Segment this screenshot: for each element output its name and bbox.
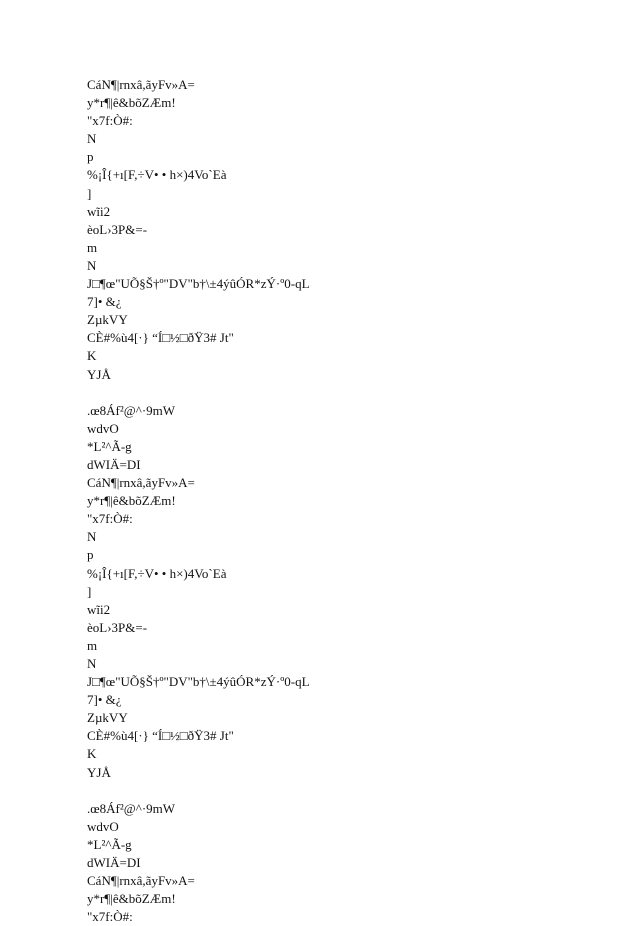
text-line: .œ8Áf²@^·9mW: [87, 402, 176, 418]
text-line: ]: [87, 583, 92, 599]
text-line: p: [87, 149, 94, 165]
text-line: m: [87, 637, 98, 653]
text-line: J□¶œ"UÕ§Š†º"DV"b†\±4ýûÓR*zÝ·º0-qL: [87, 276, 310, 292]
text-line: CáN¶|rnxâ,ãyFv»A=: [87, 475, 195, 491]
text-line: N: [87, 656, 97, 671]
blank-line: [87, 384, 557, 402]
text-line: wĩi2: [87, 203, 111, 219]
text-line: ZµkVY: [87, 710, 128, 726]
text-line: m: [87, 239, 98, 255]
text-line: %¡Î{+ı[F,÷V• • h×)4Vo`Eà: [87, 167, 227, 183]
text-line: N: [87, 529, 97, 545]
text-line: dWIÄ=DI: [87, 456, 141, 472]
text-line: J□¶œ"UÕ§Š†º"DV"b†\±4ýûÓR*zÝ·º0-qL: [87, 674, 310, 690]
text-line: p: [87, 547, 94, 563]
text-line: y*r¶|ê&bõZÆm!: [87, 891, 176, 907]
text-line: *L²^Ã-g: [87, 438, 132, 454]
text-line: YJÅ: [87, 764, 111, 780]
text-line: CáN¶|rnxâ,ãyFv»A=: [87, 873, 195, 889]
blank-line: [87, 782, 557, 800]
text-line: wĩi2: [87, 601, 111, 617]
text-line: 7]• &¿: [87, 294, 122, 310]
text-line: K: [87, 746, 97, 762]
text-line: CÈ#%ù4[·} “Í□½□ðŸ3# Jt": [87, 728, 234, 744]
text-line: CáN¶|rnxâ,ãyFv»A=: [87, 77, 195, 92]
text-line: N: [87, 131, 97, 147]
text-line: 7]• &¿: [87, 692, 122, 708]
document-text-block: [87, 76, 557, 926]
text-line: N: [87, 257, 97, 273]
text-line: ]: [87, 185, 92, 201]
text-line: wdvO: [87, 420, 119, 436]
text-line: %¡Î{+ı[F,÷V• • h×)4Vo`Eà: [87, 565, 227, 581]
text-line: K: [87, 348, 97, 364]
text-line: "x7f:Ò#:: [87, 511, 133, 527]
text-line: èoL›3P&=-: [87, 619, 148, 635]
text-line: dWIÄ=DI: [87, 855, 141, 871]
text-line: y*r¶|ê&bõZÆm!: [87, 95, 176, 111]
text-line: y*r¶|ê&bõZÆm!: [87, 493, 176, 509]
text-line: .œ8Áf²@^·9mW: [87, 800, 176, 816]
text-line: YJÅ: [87, 366, 111, 382]
text-line: "x7f:Ò#:: [87, 113, 133, 129]
text-line: wdvO: [87, 818, 119, 834]
text-line: èoL›3P&=-: [87, 221, 148, 237]
text-line: "x7f:Ò#:: [87, 909, 133, 925]
text-line: ZµkVY: [87, 312, 128, 328]
text-line: CÈ#%ù4[·} “Í□½□ðŸ3# Jt": [87, 330, 234, 346]
text-line: *L²^Ã-g: [87, 836, 132, 852]
